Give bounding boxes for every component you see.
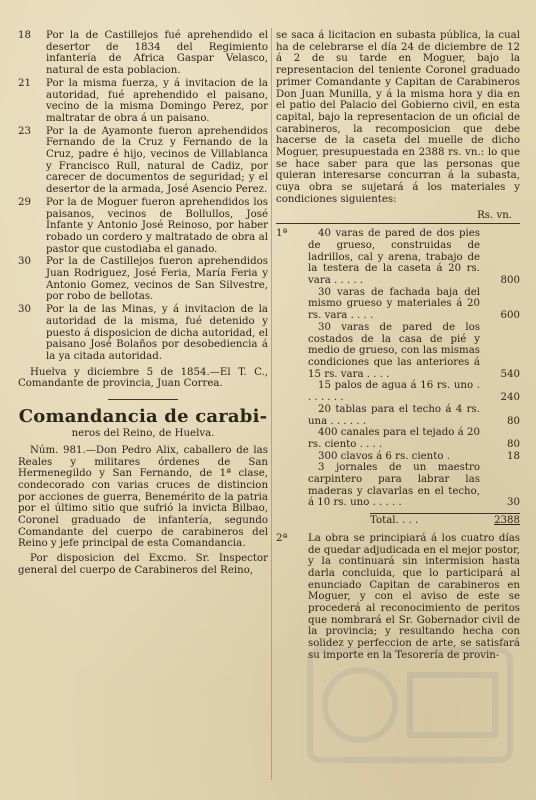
entry-text: Por la de Ayamonte fueron aprehendidos Fernando de la Cruz y Fernando de la Cruz, padre é hijo, vecinos de Villablanca y Francisco Rull, natural de Cadiz, por carecer de documentos de seguridad; y el desertor de la armada, José Asencio Perez. — [46, 125, 268, 196]
total-label: Total. . . . — [370, 515, 419, 527]
material-item — [308, 427, 520, 450]
total-box — [370, 513, 520, 527]
currency-rule — [276, 223, 520, 224]
entry-day: 30 — [18, 256, 31, 268]
entry-text: Por la de Moguer fueron aprehendidos los paisanos, vecinos de Bollullos, José Infante y Antonio José Reinoso, por haber robado un cordero y maltratado de obra al pastor que custodiaba el ganado. — [46, 196, 268, 255]
clause-number: 2ª — [276, 532, 288, 544]
material-description: 3 jornales de un maestro carpintero para labrar las maderas y clavarlas en el techo, á 10 rs. uno . . . . . — [308, 462, 480, 509]
material-amount: 18 — [507, 450, 520, 462]
notice-paragraph: Núm. 981.—Don Pedro Alix, caballero de las Reales y militares órdenes de San Hermenegildo y San Fernando, de 1ª clase, condecorado con varias cruces de distincion por acciones de guerra, Benemérito de la patria por el último sitio que sufrió la invicta Bilbao, Coronel graduado de infantería, segundo Comandante del cuerpo de carabineros del Reino y jefe principal de esta Comandancia. — [18, 444, 268, 550]
clause-text: La obra se principiará á los cuatro días de quedar adjudicada en el mejor postor, y la continuará sin intermision hasta darla concluida, que lo participará al enunciado Capitan de carabineros en Moguer, y con el aviso de este se procederá al reconocimiento de peritos que nombrará el Sr. Gobernador civil de la provincia; y resultando hecha con solidez y perfeccion de arte, se satisfará su importe en la Tesorería de provin- — [308, 532, 520, 661]
entry-day: 18 — [18, 30, 31, 41]
left-column — [18, 30, 268, 580]
currency-header: Rs. vn. — [477, 209, 512, 221]
materials-list — [276, 228, 520, 509]
material-amount: 80 — [507, 415, 520, 427]
closing-signature: Huelva y diciembre 5 de 1854.—El T. C., Comandante de provincia, Juan Correa. — [18, 366, 268, 390]
material-item — [308, 462, 520, 509]
material-item — [308, 287, 520, 322]
report-entry — [18, 197, 268, 256]
report-entry — [18, 304, 268, 363]
entry-text: Por la de Castillejos fué aprehendido el desertor de 1834 del Regimiento infantería de Africa Gaspar Velasco, natural de esta poblacion. — [46, 30, 268, 77]
material-description: 30 varas de pared de los costados de la casa de pié y medio de grueso, con las mismas condiciones que las anteriores á 15 rs. vara . . . . — [308, 321, 480, 380]
notice-paragraph: Por disposicion del Excmo. Sr. Inspector general del cuerpo de Carabineros del Reino, — [18, 553, 268, 576]
section-heading: Comandancia de carabi- — [18, 406, 268, 428]
total-row — [276, 513, 520, 527]
material-description: 400 canales para el tejado á 20 rs. ciento . . . . — [308, 427, 480, 450]
section-subheading: neros del Reino, de Huelva. — [71, 428, 215, 440]
entry-day: 29 — [18, 196, 31, 208]
material-description: 40 varas de pared de dos pies de grueso, construidas de ladrillos, cal y arena, trabajo de la testera de la caseta á 20 rs. vara . . . . . — [308, 228, 480, 287]
total-amount: 2388 — [494, 515, 520, 527]
report-entry — [18, 256, 268, 303]
right-column — [276, 30, 520, 662]
entry-day: 23 — [18, 125, 31, 137]
entry-day: 30 — [18, 304, 31, 316]
material-amount: 80 — [507, 438, 520, 450]
report-entry — [18, 126, 268, 196]
report-entry — [18, 30, 268, 77]
material-item — [308, 380, 520, 403]
material-amount: 800 — [500, 275, 520, 287]
material-item — [308, 451, 520, 463]
column-divider — [271, 28, 272, 780]
material-description: 30 varas de fachada baja del mismo grueso y materiales á 20 rs. vara . . . . — [308, 286, 480, 322]
library-watermark-icon — [300, 640, 520, 770]
report-entry — [18, 78, 268, 125]
material-item — [308, 322, 520, 381]
material-amount: 240 — [500, 392, 520, 404]
clause-number: 1ª — [276, 228, 288, 240]
section-separator — [108, 399, 178, 400]
material-description: 300 clavos á 6 rs. ciento . — [318, 450, 450, 462]
material-amount: 30 — [507, 497, 520, 509]
material-amount: 540 — [500, 368, 520, 380]
entry-day: 21 — [18, 77, 31, 89]
material-item — [308, 404, 520, 427]
material-description: 20 tablas para el techo á 4 rs. una . . . . . . — [308, 403, 480, 427]
entry-text: Por la de Castillejos fueron aprehendidos Juan Rodriguez, José Feria, María Feria y Antonio Gomez, vecinos de San Silvestre, por robo de bellotas. — [46, 256, 268, 303]
auction-intro: se saca á licitacion en subasta pública, la cual ha de celebrarse el día 24 de diciembre de 12 á 2 de su tarde en Moguer, bajo la representacion del teniente Coronel graduado primer Comandante y Capitan de Carabineros Don Juan Munilla, y á la misma hora y dia en el patio del Palacio del Gobierno civil, en esta capital, bajo la representacion de un oficial de carabineros, la recomposicion que debe hacerse de la caseta del muelle de dicho Moguer, presupuestada en 2388 rs. vn.: lo que se hace saber para que las personas que quieran interesarse concurran á la subasta, cuya obra se sujetará á los materiales y condiciones siguientes: — [276, 30, 520, 205]
entry-text: Por la misma fuerza, y á invitacion de la autoridad, fué aprehendido el paisano, vecino de la misma Domingo Perez, por maltratar de obra á un paisano. — [46, 77, 268, 124]
material-description: 15 palos de agua á 16 rs. uno . . . . . . . — [308, 380, 480, 404]
entry-text: Por la de las Minas, y á invitacion de la autoridad de la misma, fué detenido y puesto á disposicion de dicha autoridad, el paisano José Bolaños por desobediencia á la ya citada autoridad. — [46, 304, 268, 362]
material-item — [308, 228, 520, 287]
material-amount: 600 — [500, 310, 520, 322]
